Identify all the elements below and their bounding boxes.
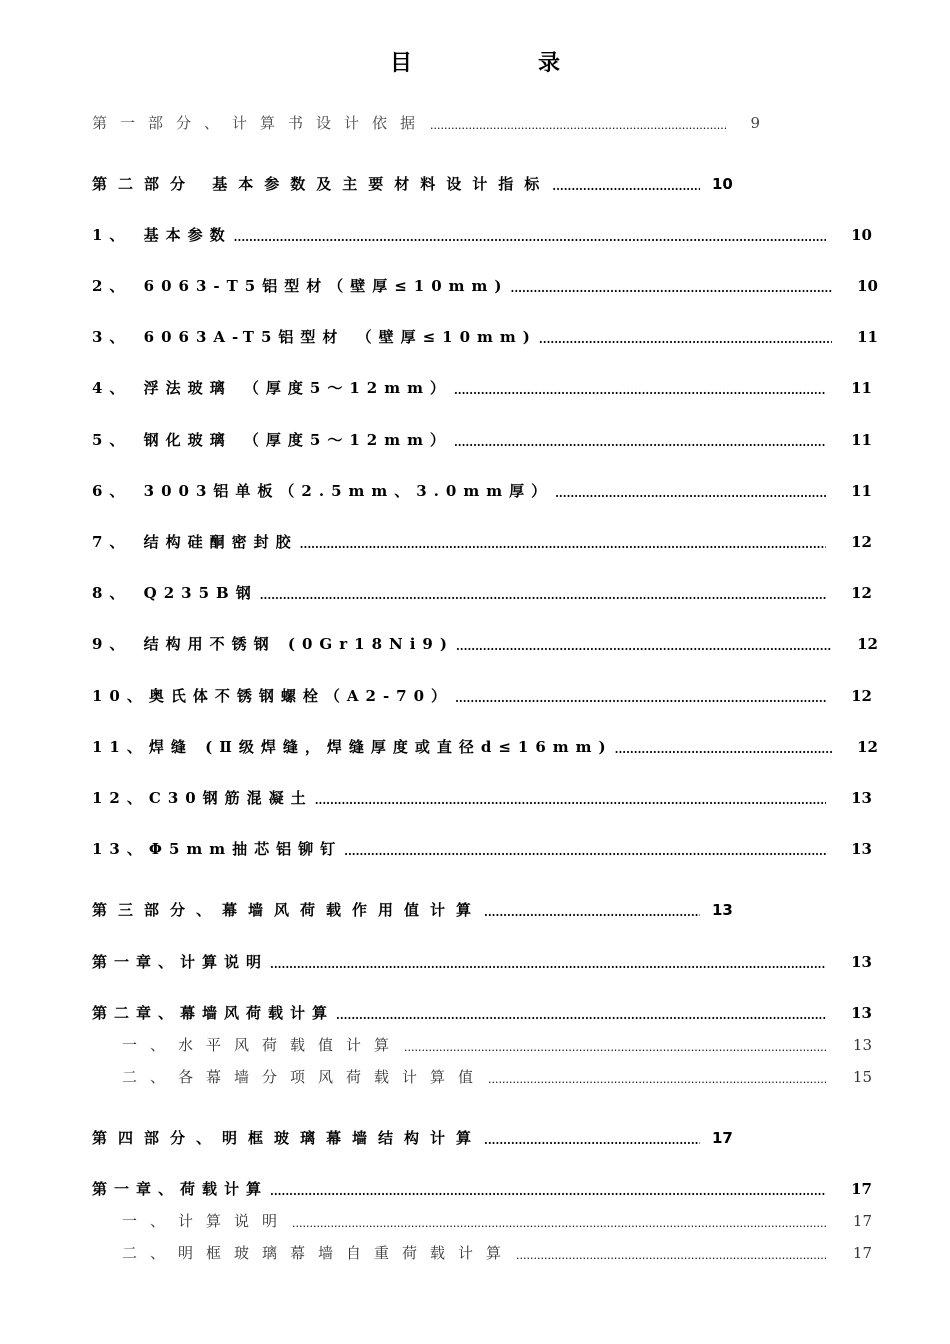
toc-leader-dots	[404, 1041, 826, 1055]
toc-leader-dots	[488, 1073, 826, 1087]
toc-entry-page: 11	[857, 328, 878, 346]
toc-entry-label: 二、明框玻璃幕墙自重荷载计算	[122, 1244, 515, 1262]
toc-entry-label: 二、各幕墙分项风荷载计算值	[122, 1068, 487, 1086]
toc-entry[interactable]	[92, 839, 872, 859]
toc-leader-dots	[234, 231, 826, 245]
toc-entry-page: 13	[851, 1004, 872, 1022]
toc-leader-dots	[456, 640, 832, 654]
toc-entry[interactable]	[122, 1243, 872, 1263]
toc-entry-label: 第四部分、明框玻璃幕墙结构计算	[92, 1129, 483, 1147]
toc-leader-dots	[292, 1217, 826, 1231]
toc-entry-page: 13	[851, 789, 872, 807]
toc-entry-label: 8、 Q235B钢	[92, 584, 258, 602]
toc-entry[interactable]	[92, 737, 878, 757]
toc-entry-label: 4、 浮法玻璃 （厚度5～12mm）	[92, 379, 452, 397]
toc-entry[interactable]	[92, 1128, 760, 1148]
toc-leader-dots	[300, 538, 826, 552]
toc-entry[interactable]	[92, 583, 872, 603]
toc-entry[interactable]	[92, 378, 872, 398]
toc-entry[interactable]	[122, 1067, 872, 1087]
toc-leader-dots	[511, 282, 832, 296]
toc-entry-page: 11	[851, 482, 872, 500]
toc-entry[interactable]	[92, 327, 878, 347]
toc-entry[interactable]	[92, 174, 760, 194]
toc-entry-label: 2、 6063-T5铝型材（壁厚≤10mm)	[92, 277, 509, 295]
toc-entry-label: 一、计算说明	[122, 1212, 291, 1230]
toc-leader-dots	[615, 743, 832, 757]
toc-leader-dots	[555, 487, 826, 501]
toc-entry-label: 5、 钢化玻璃 （厚度5～12mm）	[92, 431, 452, 449]
toc-entry-page: 13	[712, 901, 733, 919]
toc-entry-label: 1、 基本参数	[92, 226, 232, 244]
toc-entry-page: 12	[857, 635, 878, 653]
toc-entry-label: 9、 结构用不锈钢 (0Gr18Ni9)	[92, 635, 454, 653]
toc-leader-dots	[484, 906, 700, 920]
toc-entry-label: 6、 3003铝单板（2.5mm、3.0mm厚）	[92, 482, 554, 500]
toc-title: 目 录	[389, 51, 612, 76]
toc-entry[interactable]	[92, 225, 872, 245]
toc-leader-dots	[552, 180, 700, 194]
toc-entry-page: 12	[851, 533, 872, 551]
toc-leader-dots	[270, 958, 826, 972]
toc-entry-page: 13	[851, 840, 872, 858]
toc-entry-page: 17	[852, 1212, 872, 1230]
toc-leader-dots	[454, 384, 826, 398]
toc-entry-page: 10	[851, 226, 872, 244]
toc-entry[interactable]	[122, 1211, 872, 1231]
toc-entry-label: 第二部分 基本参数及主要材料设计指标	[92, 175, 551, 193]
toc-entry-label: 10、奥氏体不锈钢螺栓（A2-70）	[92, 687, 454, 705]
toc-entry[interactable]	[92, 276, 878, 296]
toc-entry-label: 第二章、幕墙风荷载计算	[92, 1004, 335, 1022]
toc-entry-page: 13	[852, 1036, 872, 1054]
toc-leader-dots	[270, 1185, 826, 1199]
toc-entry-label: 11、焊缝 (Ⅱ级焊缝，焊缝厚度或直径d≤16mm)	[92, 738, 613, 756]
toc-entry-label: 第一章、荷载计算	[92, 1180, 269, 1198]
toc-entry-page: 12	[851, 687, 872, 705]
toc-leader-dots	[430, 119, 726, 133]
toc-entry-page: 11	[851, 379, 872, 397]
toc-leader-dots	[516, 1249, 826, 1263]
toc-leader-dots	[484, 1134, 700, 1148]
toc-entry-label: 第三部分、幕墙风荷载作用值计算	[92, 901, 483, 919]
toc-leader-dots	[539, 333, 832, 347]
toc-entry-page: 11	[851, 431, 872, 449]
toc-entry-page: 12	[857, 738, 878, 756]
toc-entry-page: 10	[857, 277, 878, 295]
toc-leader-dots	[455, 692, 826, 706]
toc-entry[interactable]	[92, 952, 872, 972]
toc-leader-dots	[454, 436, 826, 450]
toc-entry[interactable]	[92, 430, 872, 450]
toc-entry[interactable]	[92, 1003, 872, 1023]
toc-entry-label: 13、Φ5mm抽芯铝铆钉	[92, 840, 343, 858]
toc-entry[interactable]	[92, 900, 760, 920]
toc-leader-dots	[315, 794, 826, 808]
toc-entry-label: 12、C30钢筋混凝土	[92, 789, 313, 807]
toc-entry-page: 12	[851, 584, 872, 602]
toc-entry[interactable]	[92, 788, 872, 808]
toc-entry-page: 17	[851, 1180, 872, 1198]
toc-entry-page: 10	[712, 175, 733, 193]
toc-entry[interactable]	[92, 113, 760, 133]
toc-leader-dots	[344, 845, 826, 859]
toc-entry-page: 15	[852, 1068, 872, 1086]
toc-entry[interactable]	[122, 1035, 872, 1055]
toc-entry[interactable]	[92, 634, 878, 654]
toc-entry-page: 17	[852, 1244, 872, 1262]
toc-entry[interactable]	[92, 481, 872, 501]
toc-entry-label: 7、 结构硅酮密封胶	[92, 533, 298, 551]
toc-entry[interactable]	[92, 1179, 872, 1199]
toc-entry-label: 第一章、计算说明	[92, 953, 269, 971]
toc-leader-dots	[336, 1009, 826, 1023]
toc-entry-label: 一、水平风荷载值计算	[122, 1036, 403, 1054]
toc-entry-page: 13	[851, 953, 872, 971]
toc-entry-page: 9	[750, 114, 760, 132]
toc-entry-page: 17	[712, 1129, 733, 1147]
toc-entry-label: 3、 6063A-T5铝型材 （壁厚≤10mm)	[92, 328, 537, 346]
toc-entry-label: 第一部分、计算书设计依据	[92, 114, 429, 132]
toc-entry[interactable]	[92, 686, 872, 706]
toc-entry[interactable]	[92, 532, 872, 552]
toc-leader-dots	[260, 589, 826, 603]
